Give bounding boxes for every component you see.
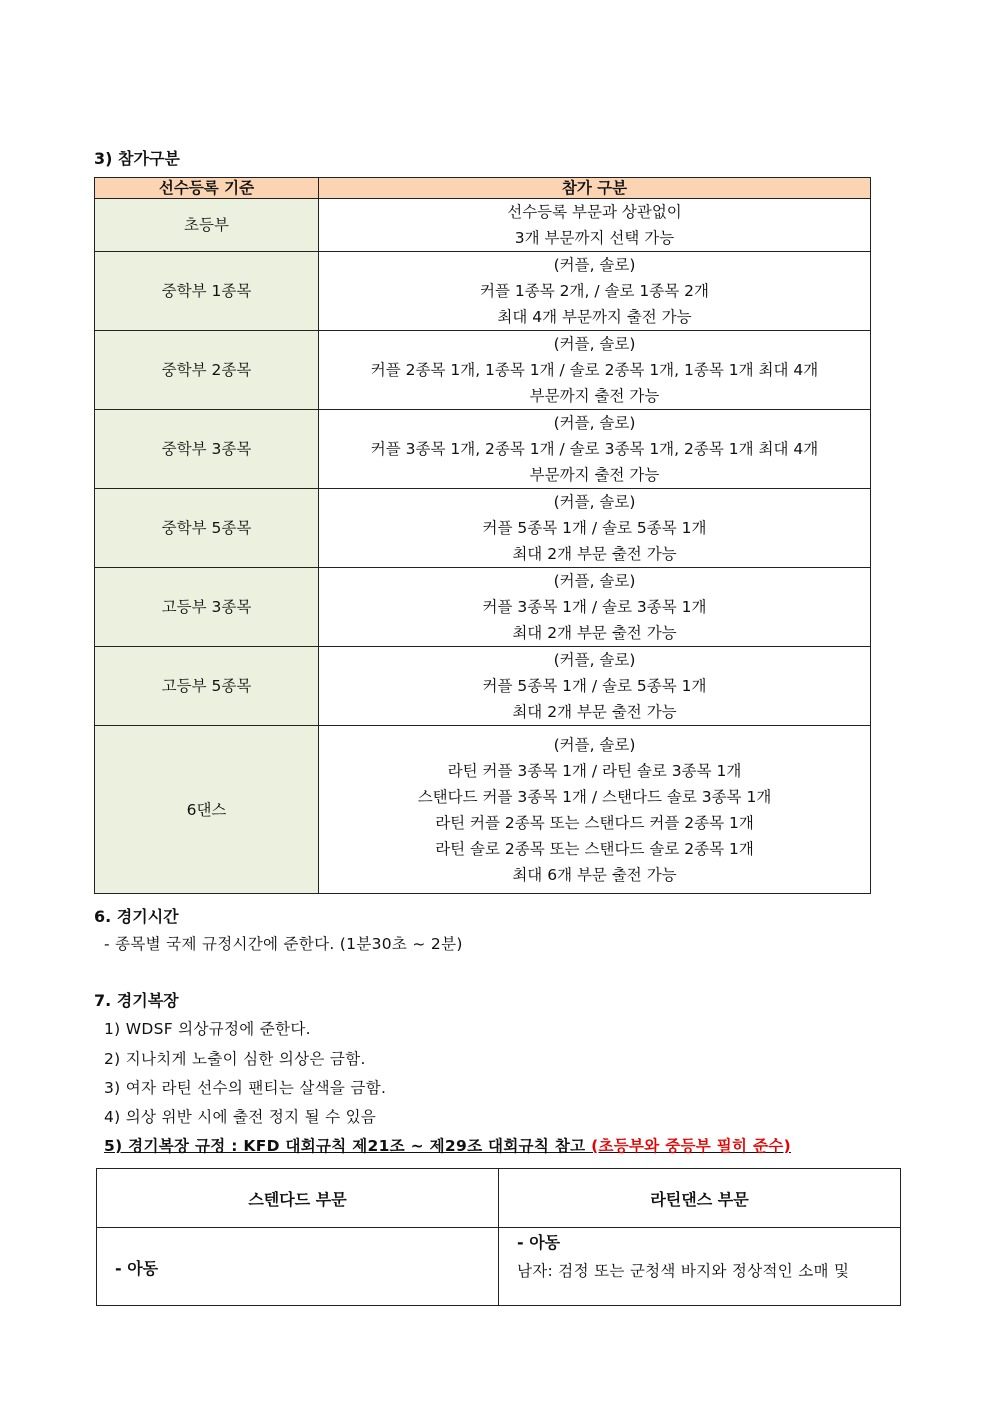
table-row (95, 647, 871, 726)
standard-cell (97, 1228, 499, 1306)
table-row (95, 331, 871, 410)
costume-row (97, 1228, 901, 1306)
participation-cell (319, 489, 871, 568)
standard-child-label: - 아동 (115, 1259, 159, 1278)
costume-rule (104, 1134, 791, 1156)
table-header-row (95, 178, 871, 199)
costume-table (96, 1168, 901, 1306)
header-standard: 스텐다드 부문 (97, 1169, 499, 1228)
participation-line: 최대 2개 부문 출전 가능 (512, 545, 677, 563)
participation-cell (319, 726, 871, 894)
participation-line: 커플 3종목 1개 / 솔로 3종목 1개 (482, 598, 707, 616)
costume-item-4: 4) 의상 위반 시에 출전 정지 될 수 있음 (104, 1108, 377, 1126)
participation-line: (커플, 솔로) (553, 414, 636, 432)
participation-line: 선수등록 부문과 상관없이 (507, 203, 682, 221)
participation-line: 라틴 커플 2종목 또는 스탠다드 커플 2종목 1개 (435, 813, 754, 832)
header-registration: 선수등록 기준 (95, 178, 319, 199)
participation-line: (커플, 솔로) (553, 651, 636, 669)
participation-cell (319, 331, 871, 410)
category-cell: 중학부 2종목 (95, 331, 319, 410)
category-cell: 중학부 1종목 (95, 252, 319, 331)
participation-line: 커플 3종목 1개, 2종목 1개 / 솔로 3종목 1개, 2종목 1개 최대 4개 (370, 440, 819, 458)
section-heading-time: 6. 경기시간 (94, 907, 179, 926)
table-row (95, 199, 871, 252)
table-row (95, 726, 871, 894)
participation-line: 라틴 커플 3종목 1개 / 라틴 솔로 3종목 1개 (447, 761, 742, 780)
table-row (95, 489, 871, 568)
participation-line: 부문까지 출전 가능 (529, 387, 660, 405)
participation-line: 커플 1종목 2개, / 솔로 1종목 2개 (480, 282, 709, 300)
header-participation: 참가 구분 (319, 178, 871, 199)
category-cell: 중학부 3종목 (95, 410, 319, 489)
participation-line: 스탠다드 커플 3종목 1개 / 스탠다드 솔로 3종목 1개 (417, 787, 772, 806)
participation-line: 최대 2개 부문 출전 가능 (512, 703, 677, 721)
latin-cell (499, 1228, 901, 1306)
participation-line: 라틴 솔로 2종목 또는 스탠다드 솔로 2종목 1개 (435, 839, 754, 858)
participation-line: 최대 4개 부문까지 출전 가능 (497, 308, 692, 326)
participation-line: (커플, 솔로) (553, 493, 636, 511)
costume-header-row (97, 1169, 901, 1228)
participation-line: (커플, 솔로) (553, 256, 636, 274)
costume-item-1: 1) WDSF 의상규정에 준한다. (104, 1020, 311, 1038)
participation-cell (319, 410, 871, 489)
header-latin: 라틴댄스 부문 (499, 1169, 901, 1228)
participation-line: 커플 5종목 1개 / 솔로 5종목 1개 (482, 519, 707, 537)
category-cell: 중학부 5종목 (95, 489, 319, 568)
participation-line: 최대 2개 부문 출전 가능 (512, 624, 677, 642)
category-cell: 고등부 3종목 (95, 568, 319, 647)
category-cell: 고등부 5종목 (95, 647, 319, 726)
costume-rule-main: 5) 경기복장 규정 : KFD 대회규칙 제21조 ~ 제29조 대회규칙 참고 (104, 1137, 592, 1155)
participation-line: 커플 2종목 1개, 1종목 1개 / 솔로 2종목 1개, 1종목 1개 최대 4개 (370, 361, 819, 379)
time-text: - 종목별 국제 규정시간에 준한다. (1분30초 ~ 2분) (104, 935, 463, 953)
table-row (95, 568, 871, 647)
participation-line: 커플 5종목 1개 / 솔로 5종목 1개 (482, 677, 707, 695)
table-row (95, 252, 871, 331)
participation-cell (319, 199, 871, 252)
participation-line: (커플, 솔로) (553, 572, 636, 590)
category-cell: 6댄스 (95, 726, 319, 894)
latin-child-label: - 아동 (517, 1233, 561, 1252)
participation-cell (319, 568, 871, 647)
category-cell: 초등부 (95, 199, 319, 252)
participation-cell (319, 647, 871, 726)
participation-line: 3개 부문까지 선택 가능 (514, 229, 675, 247)
costume-rule-note: (초등부와 중등부 필히 준수) (591, 1137, 791, 1155)
participation-line: (커플, 솔로) (553, 735, 636, 754)
participation-line: 최대 6개 부문 출전 가능 (512, 865, 677, 884)
participation-line: 부문까지 출전 가능 (529, 466, 660, 484)
table-row (95, 410, 871, 489)
latin-child-text: 남자: 검정 또는 군청색 바지와 정상적인 소매 및 (517, 1262, 850, 1280)
participation-line: (커플, 솔로) (553, 335, 636, 353)
participation-table (94, 177, 871, 894)
participation-cell (319, 252, 871, 331)
section-heading-costume: 7. 경기복장 (94, 991, 179, 1010)
costume-item-2: 2) 지나치게 노출이 심한 의상은 금함. (104, 1050, 366, 1068)
costume-item-3: 3) 여자 라틴 선수의 팬티는 살색을 금함. (104, 1079, 387, 1097)
section-heading-participation: 3) 참가구분 (94, 149, 180, 168)
